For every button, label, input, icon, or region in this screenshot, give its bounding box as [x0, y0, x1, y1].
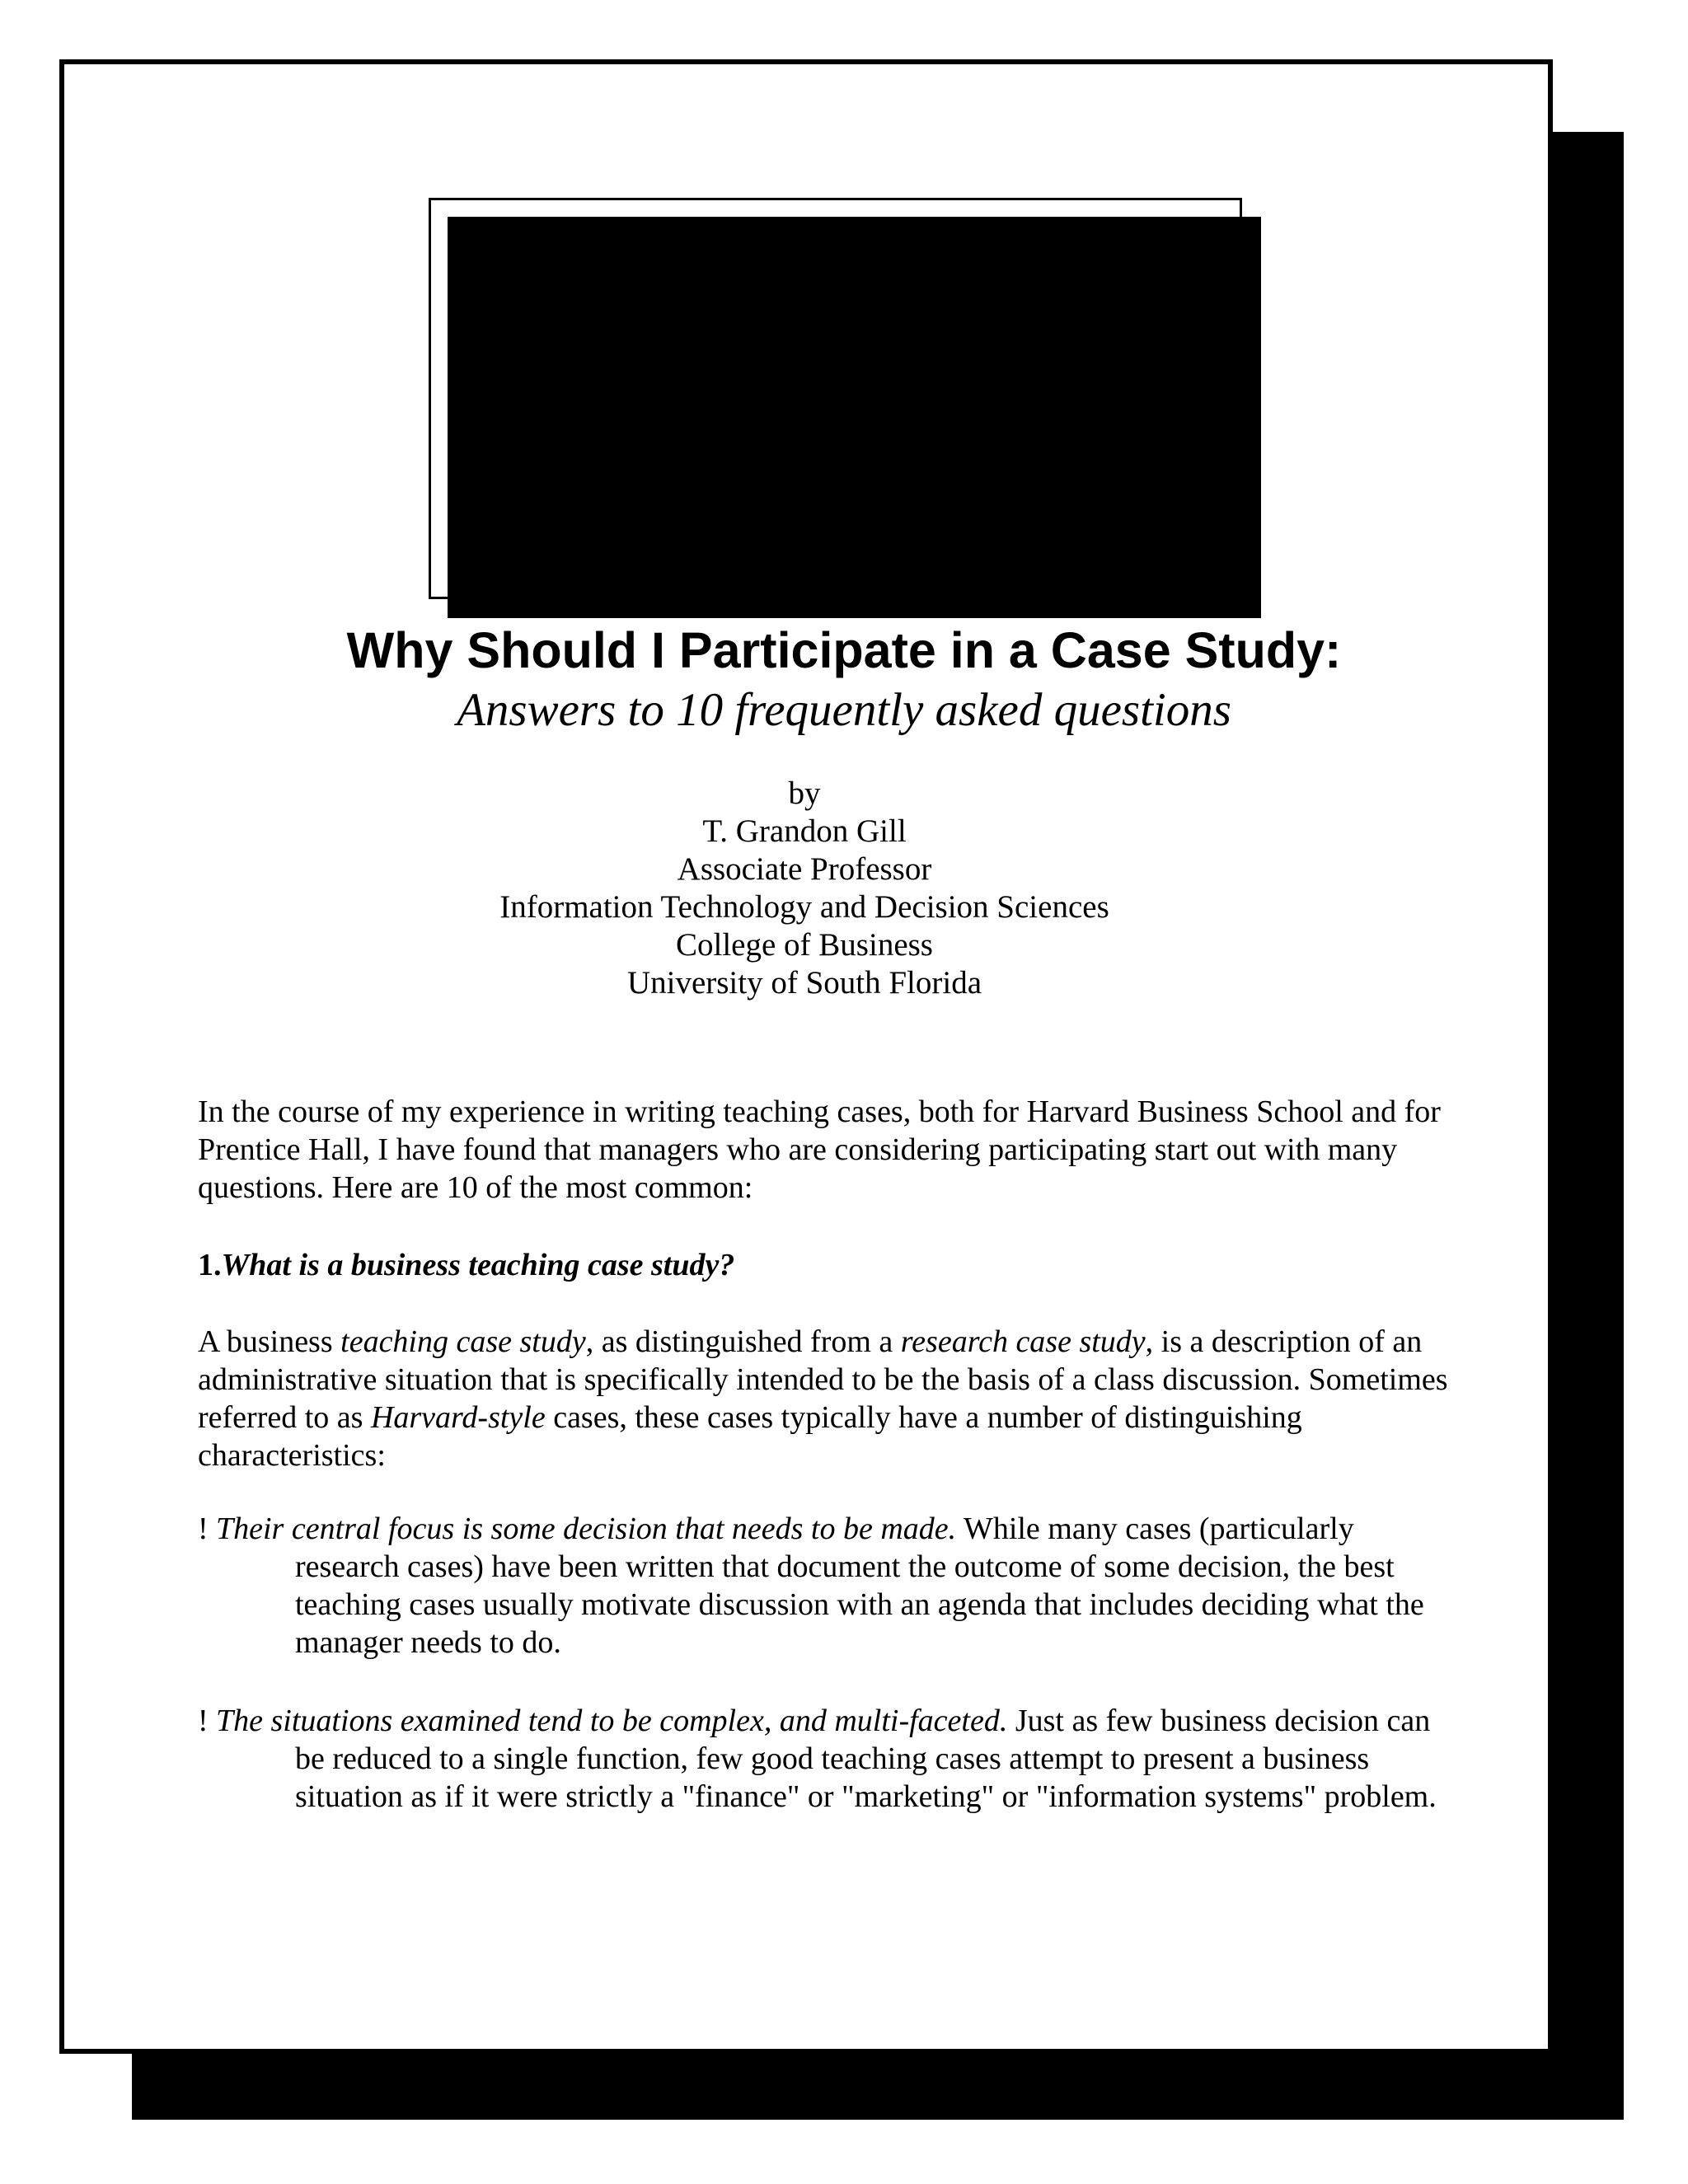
bullet-lead: Their central focus is some decision that needs to be made. — [216, 1511, 957, 1546]
bullet-item — [198, 1702, 1455, 1816]
answer-emphasis: teaching case study — [340, 1324, 586, 1359]
document-subtitle: Answers to 10 frequently asked questions — [457, 684, 1231, 736]
answer-text: cases, these cases typically have a number of distinguishing characteristics: — [198, 1400, 1302, 1473]
author-name: T. Grandon Gill — [702, 813, 907, 849]
bullet-text: Just as few business decision can be reduced to a single function, few good teaching cases attempt to present a business situation as if it were strictly a "finance" or "marketing" or "information systems" problem. — [295, 1704, 1437, 1814]
bullet-marker: ! — [198, 1511, 209, 1546]
question-heading — [198, 1246, 1455, 1284]
logo-block — [448, 217, 1261, 618]
question-number: 1. — [198, 1248, 222, 1282]
bullet-item — [198, 1510, 1455, 1661]
author-title: Associate Professor — [677, 851, 932, 887]
question-text: What is a business teaching case study? — [221, 1248, 735, 1282]
author-college: College of Business — [676, 927, 933, 963]
answer-emphasis: research case study — [900, 1324, 1146, 1359]
author-byline — [0, 775, 1609, 1002]
answer-text: , as distinguished from a — [585, 1324, 901, 1359]
bullet-marker: ! — [198, 1704, 209, 1738]
bullet-text: While many cases (particularly research cases) have been written that document the outcome of some decision, the best teaching cases usually motivate discussion with an agenda that includes deciding what the manager needs to do. — [295, 1511, 1424, 1660]
answer-text: , is a description of an administrative situation that is specifically intended to be the basis of a class discussion. Sometimes referred to as — [198, 1324, 1448, 1435]
answer-paragraph — [198, 1323, 1455, 1474]
answer-text: A business — [198, 1324, 341, 1359]
bullet-lead: The situations examined tend to be complex, and multi-faceted. — [216, 1704, 1008, 1738]
byline-by: by — [788, 776, 821, 811]
document-title: Why Should I Participate in a Case Study: — [346, 622, 1342, 678]
intro-paragraph: In the course of my experience in writing teaching cases, both for Harvard Business School and for Prentice Hall, I have found that managers who are considering participating start out with many questions. Here are 10 of the most common: — [198, 1094, 1441, 1205]
answer-emphasis: Harvard-style — [370, 1400, 546, 1435]
author-university: University of South Florida — [626, 965, 982, 1001]
author-department: Information Technology and Decision Sciences — [499, 889, 1109, 925]
